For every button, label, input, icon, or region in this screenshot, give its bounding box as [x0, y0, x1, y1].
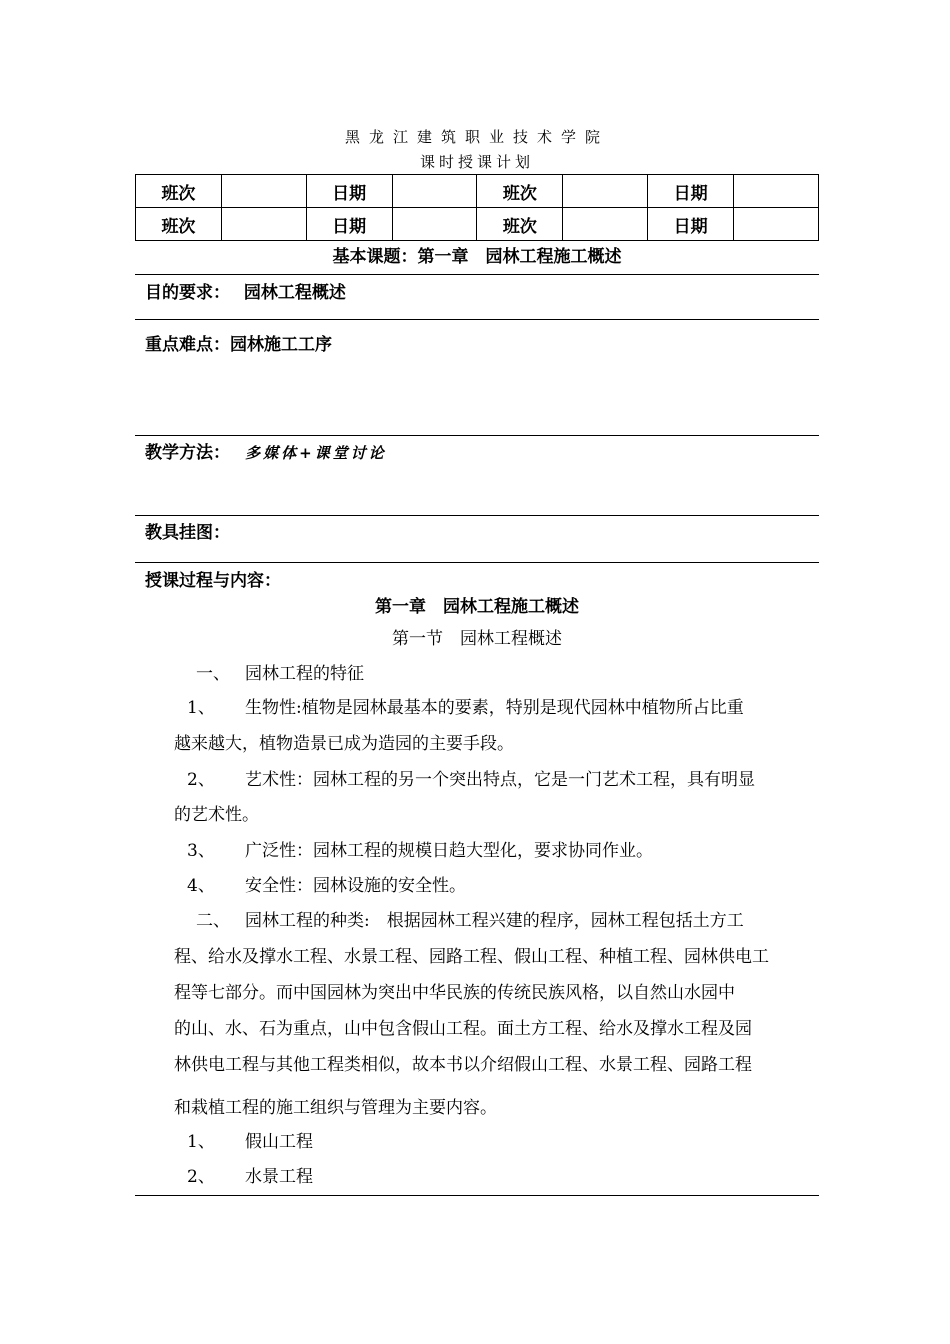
- date-value[interactable]: [392, 208, 477, 241]
- heading-two-num: 二、: [196, 911, 230, 931]
- key-points-row: [145, 330, 332, 355]
- school-title: 黑龙江建筑职业技术学院: [344, 128, 609, 146]
- method-row: [145, 438, 387, 463]
- item-num: 4、: [187, 876, 215, 896]
- divider: [135, 319, 819, 320]
- divider: [135, 274, 819, 275]
- class-label: 班次: [477, 175, 563, 208]
- item-line: 生物性:植物是园林最基本的要素，特别是现代园林中植物所占比重: [245, 698, 744, 718]
- date-label: 日期: [306, 208, 392, 241]
- objective-label: 目的要求：: [145, 283, 230, 303]
- method-label: 教学方法：: [145, 443, 230, 463]
- class-value[interactable]: [563, 175, 648, 208]
- table-row: [136, 175, 819, 208]
- class-date-table: [135, 174, 819, 241]
- item-num: 2、: [187, 770, 215, 790]
- date-label: 日期: [648, 175, 734, 208]
- item-num: 1、: [187, 698, 215, 718]
- process-label: 授课过程与内容：: [145, 571, 281, 591]
- tools-label: 教具挂图：: [145, 523, 230, 543]
- item-line: 广泛性：园林工程的规模日趋大型化，要求协同作业。: [245, 841, 653, 861]
- class-value[interactable]: [221, 175, 306, 208]
- divider: [135, 562, 819, 563]
- date-value[interactable]: [734, 175, 819, 208]
- divider: [135, 1195, 819, 1196]
- section-title: 第一节 园林工程概述: [392, 629, 562, 649]
- class-value[interactable]: [221, 208, 306, 241]
- chapter-title: 第一章 园林工程施工概述: [375, 597, 579, 617]
- objective-row: [145, 278, 346, 303]
- date-label: 日期: [306, 175, 392, 208]
- basic-topic: 基本课题：第一章 园林工程施工概述: [332, 247, 622, 267]
- class-label: 班次: [136, 208, 222, 241]
- class-label: 班次: [477, 208, 563, 241]
- key-points-label: 重点难点：: [145, 335, 230, 355]
- sub-item-num: 1、: [187, 1132, 215, 1152]
- paragraph-line: 程等七部分。而中国园林为突出中华民族的传统民族风格，以自然山水园中: [174, 983, 735, 1003]
- method-value: 多媒体+课堂讨论: [245, 444, 387, 462]
- heading-two-line: 园林工程的种类: 根据园林工程兴建的程序，园林工程包括土方工: [245, 911, 744, 931]
- class-value[interactable]: [563, 208, 648, 241]
- divider: [135, 515, 819, 516]
- sub-item-text: 假山工程: [245, 1132, 313, 1152]
- paragraph-line: 和栽植工程的施工组织与管理为主要内容。: [174, 1098, 497, 1118]
- heading-one-num: 一、: [196, 664, 230, 684]
- sub-item-num: 2、: [187, 1167, 215, 1187]
- item-line: 的艺术性。: [174, 805, 259, 825]
- heading-one-text: 园林工程的特征: [245, 664, 364, 684]
- item-line: 越来越大，植物造景已成为造园的主要手段。: [174, 734, 514, 754]
- item-num: 3、: [187, 841, 215, 861]
- paragraph-line: 林供电工程与其他工程类相似，故本书以介绍假山工程、水景工程、园路工程: [174, 1055, 752, 1075]
- sub-item-text: 水景工程: [245, 1167, 313, 1187]
- date-label: 日期: [648, 208, 734, 241]
- class-label: 班次: [136, 175, 222, 208]
- divider: [135, 435, 819, 436]
- plan-title: 课时授课计划: [419, 153, 534, 171]
- item-line: 安全性：园林设施的安全性。: [245, 876, 466, 896]
- table-row: [136, 208, 819, 241]
- item-line: 艺术性：园林工程的另一个突出特点，它是一门艺术工程，具有明显: [245, 770, 755, 790]
- paragraph-line: 程、给水及撑水工程、水景工程、园路工程、假山工程、种植工程、园林供电工: [174, 947, 769, 967]
- paragraph-line: 的山、水、石为重点，山中包含假山工程。面土方工程、给水及撑水工程及园: [174, 1019, 752, 1039]
- key-points-value: 园林施工工序: [230, 335, 332, 355]
- date-value[interactable]: [734, 208, 819, 241]
- objective-value: 园林工程概述: [243, 283, 346, 303]
- date-value[interactable]: [392, 175, 477, 208]
